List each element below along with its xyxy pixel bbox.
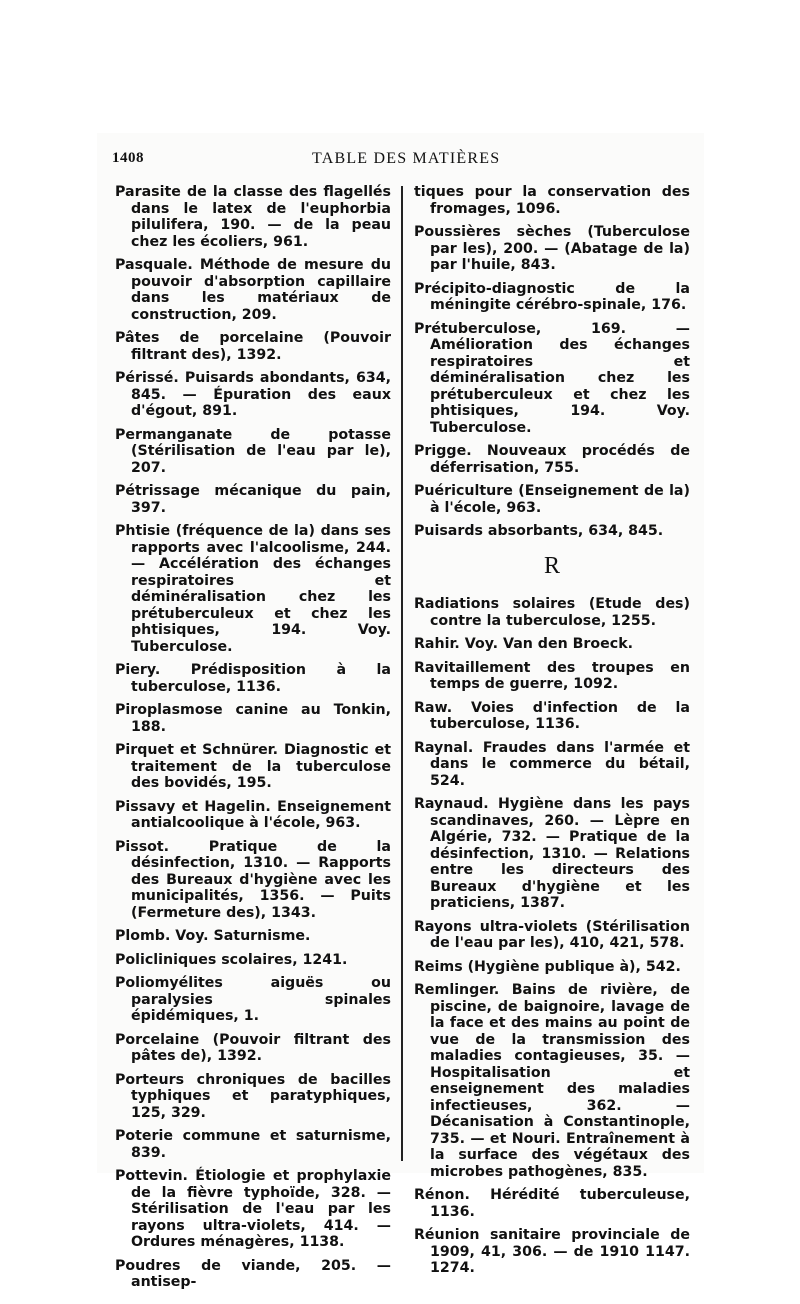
index-entry: Raw. Voies d'infection de la tuberculose, 1136.: [414, 699, 690, 732]
index-entry: Précipito-diagnostic de la méningite cérébro-spinale, 176.: [414, 280, 690, 313]
index-entry: Reims (Hygiène publique à), 542.: [414, 958, 681, 975]
index-entry: Puisards absorbants, 634, 845.: [414, 523, 664, 539]
index-entry: Poliomyélites aiguës ou paralysies spinales épidémiques, 1.: [115, 975, 391, 1024]
index-entry: Périssé. Puisards abondants, 634, 845. — Épuration des eaux d'égout, 891.: [115, 370, 391, 419]
index-entry: Raynal. Fraudes dans l'armée et dans le commerce du bétail, 524.: [414, 739, 690, 789]
index-entry: Porcelaine (Pouvoir filtrant des pâtes de), 1392.: [115, 1031, 391, 1064]
index-entry: Rahir. Voy. Van den Broeck.: [414, 636, 634, 652]
index-entry: Poterie commune et saturnisme, 839.: [115, 1128, 391, 1161]
index-entry: Parasite de la classe des flagellés dans le latex de l'euphorbia pilulifera, 190. — de la peau chez les écoliers, 961.: [115, 184, 391, 250]
page-title: TABLE DES MATIÈRES: [312, 150, 501, 167]
index-entry: Poussières sèches (Tuberculose par les), 200. — (Abatage de la) par l'huile, 843.: [414, 224, 690, 273]
index-entry: Pasquale. Méthode de mesure du pouvoir d'absorption capillaire dans les matériaux de construction, 209.: [115, 257, 391, 323]
index-entry: Poudres de viande, 205. — antisep-: [115, 1257, 391, 1290]
index-entry: Piroplasmose canine au Tonkin, 188.: [115, 702, 391, 735]
index-entry: Rénon. Hérédité tuberculeuse, 1136.: [414, 1187, 690, 1220]
index-entry: tiques pour la conservation des fromages, 1096.: [414, 184, 690, 217]
index-entry: Raynaud. Hygiène dans les pays scandinaves, 260. — Lèpre en Algérie, 732. — Pratique de la désinfection, 1310. — Relations entre les directeurs des Bureaux d'hygiène et les praticiens, 1387.: [414, 796, 690, 911]
column-divider: [401, 186, 403, 1161]
section-letter: R: [543, 552, 560, 579]
right-column: [414, 184, 690, 1284]
index-entry: Remlinger. Bains de rivière, de piscine, de baignoire, lavage de la face et des mains au point de vue de la transmission des maladies contagieuses, 35. — Hospitalisation et enseignement des maladies infectieuses, 362. — Décanisation à Constantinople, 735. — et Nouri. Entraînement à la surface des végétaux des microbes pathogènes, 835.: [414, 982, 690, 1180]
index-entry: Rayons ultra-violets (Stérilisation de l'eau par les), 410, 421, 578.: [414, 918, 690, 951]
left-column: [115, 184, 391, 1298]
index-entry: Pirquet et Schnürer. Diagnostic et traitement de la tuberculose des bovidés, 195.: [115, 742, 391, 791]
index-entry: Phtisie (fréquence de la) dans ses rapports avec l'alcoolisme, 244. — Accélération des échanges respiratoires et déminéralisation chez les prétuberculeux et chez les phtisiques, 194. Voy. Tuberculose.: [115, 523, 391, 655]
index-entry: Pissot. Pratique de la désinfection, 1310. — Rapports des Bureaux d'hygiène avec les municipalités, 1356. — Puits (Fermeture des), 1343.: [115, 838, 391, 921]
index-entry: Piery. Prédisposition à la tuberculose, 1136.: [115, 662, 391, 695]
index-entry: Pétrissage mécanique du pain, 397.: [115, 483, 391, 516]
index-entry: Prétuberculose, 169. — Amélioration des échanges respiratoires et déminéralisation chez les prétuberculeux et chez les phtisiques, 194. Voy. Tuberculose.: [414, 320, 690, 436]
index-entry: Pottevin. Étiologie et prophylaxie de la fièvre typhoïde, 328. — Stérilisation de l'eau par les rayons ultra-violets, 414. — Ordures ménagères, 1138.: [115, 1168, 391, 1250]
index-entry: Porteurs chroniques de bacilles typhiques et paratyphiques, 125, 329.: [115, 1071, 391, 1121]
index-entry: Plomb. Voy. Saturnisme.: [115, 928, 311, 944]
index-entry: Prigge. Nouveaux procédés de déferrisation, 755.: [414, 443, 690, 476]
index-entry: Permanganate de potasse (Stérilisation de l'eau par le), 207.: [115, 426, 391, 476]
page-number: 1408: [112, 150, 144, 166]
index-entry: Pissavy et Hagelin. Enseignement antialcoolique à l'école, 963.: [115, 798, 391, 831]
index-entry: Réunion sanitaire provinciale de 1909, 41, 306. — de 1910 1147. 1274.: [414, 1227, 690, 1276]
index-entry: Ravitaillement des troupes en temps de guerre, 1092.: [414, 659, 690, 692]
index-entry: Pâtes de porcelaine (Pouvoir filtrant des), 1392.: [115, 330, 391, 363]
index-entry: Radiations solaires (Etude des) contre la tuberculose, 1255.: [414, 596, 690, 629]
index-entry: Policliniques scolaires, 1241.: [115, 951, 348, 968]
page-header: [112, 150, 692, 174]
index-entry: Puériculture (Enseignement de la) à l'école, 963.: [414, 483, 690, 516]
